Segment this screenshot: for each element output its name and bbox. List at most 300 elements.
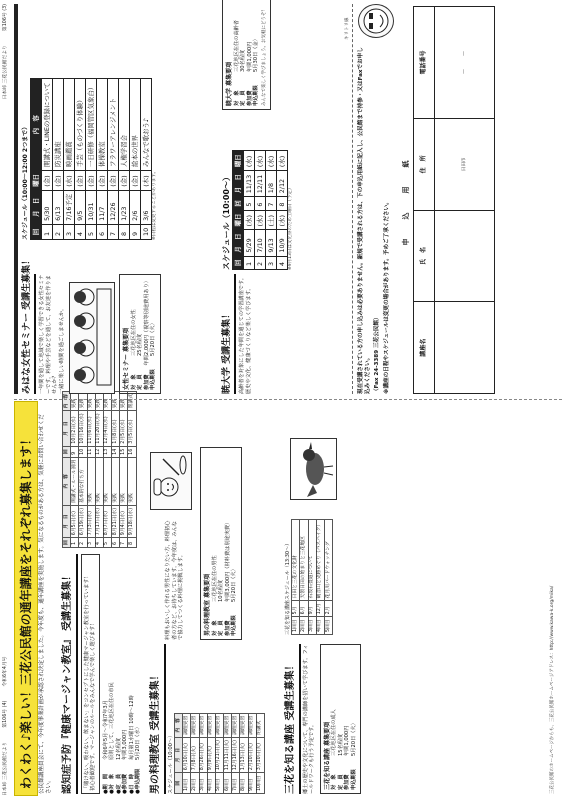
- josei-table-row-cell: 開講式・LINEの登録について: [41, 79, 52, 170]
- sanka-section: [285, 644, 361, 794]
- ninchi-table-row-cell: 9: [71, 446, 79, 457]
- ninchi-info-row: ●参加費 年間3,000円: [122, 729, 128, 794]
- josei-table-row-cell: 映画鑑賞: [63, 79, 74, 170]
- ninchi-table-row-cell: 実践: [120, 391, 128, 410]
- gyo-schedule-table: [232, 150, 288, 270]
- josei-title: みはな女性セミナー 受講生募集！: [22, 274, 36, 394]
- ryori-table-row-cell: 9回目: [248, 773, 256, 794]
- sanka-table-row-cell: 2回目: [300, 617, 308, 635]
- josei-table-row-cell: (水): [63, 170, 74, 190]
- ninchi-catch-box: [81, 554, 100, 794]
- ryori-recruit-box: [200, 447, 242, 640]
- ryori-table-row-cell: 10回目: [256, 773, 264, 794]
- josei-table-row-cell: 防災講座: [52, 79, 63, 170]
- ninchi-table-row-cell: 10月2日(水): [71, 411, 79, 446]
- ninchi-table-row-cell: 8月7日(水): [103, 505, 111, 537]
- form-col-name: 氏 名: [413, 210, 434, 302]
- gyo-table-row-cell: 5: [244, 197, 255, 210]
- banner: [14, 401, 38, 796]
- ryori-recruit-title: 男の料理教室 募集要項: [204, 573, 211, 636]
- gyo-table-row-cell: 7: [266, 197, 277, 210]
- page-fold-divider: [14, 399, 562, 400]
- josei-table-row-cell: 10: [140, 224, 151, 239]
- josei-table-row-cell: 3/6: [140, 190, 151, 224]
- sanka-recruit-row: 定 員 15名程度: [337, 733, 344, 790]
- gyo-table-row-cell: (水): [277, 210, 288, 230]
- ryori-table-body: [183, 713, 265, 793]
- ninchi-table-row-cell: 1: [71, 538, 79, 548]
- form-address-hint: 日田市: [462, 157, 468, 172]
- ninchi-table-row-cell: 7月3日(水): [87, 505, 95, 537]
- ninchi-table-row-cell: 閉講式: [128, 391, 136, 410]
- ninchi-table-row-cell: 9月18日(水): [128, 505, 136, 537]
- ninchi-info-row: ●対 象 原則として、三花地区在住の市民: [109, 682, 115, 794]
- ryori-table-row-cell: 10月21日(火): [215, 737, 223, 772]
- gyo-table-row: [266, 151, 277, 270]
- form-notice: 現在受講されている方の申し込みは必要ありません。新規で受講される方は、下の申込用紙に記入し、公民館まで持参・又はFaxでお申し込みください。: [358, 47, 371, 394]
- josei-table-row-cell: 1: [41, 224, 52, 239]
- ninchi-table-row-cell: 実践: [79, 391, 87, 410]
- sanka-table-row-cell: 1回目: [292, 617, 300, 635]
- sanka-table-row: [316, 519, 324, 634]
- banner-title: わくわく♪楽しい！三花公民館の通年講座をそれぞれ募集します！: [18, 433, 33, 789]
- josei-section: [22, 255, 161, 394]
- josei-table-row-cell: 5: [85, 224, 96, 239]
- josei-table-row: [63, 79, 74, 240]
- ryori-recruit-row: 申込期限 5月20日（火）: [231, 566, 237, 636]
- ryori-table-row-cell: 調理実習: [248, 713, 256, 737]
- ryori-schedule-table: [174, 713, 265, 794]
- gyo-table-body: [244, 151, 288, 270]
- gyo-table-row: [244, 151, 255, 270]
- ninchi-table-row-cell: 15: [120, 446, 128, 457]
- ryori-table-row-cell: 調理実習: [224, 713, 232, 737]
- ninchi-catch: 「賭けない、吸わない、飲まない」をコンセプトにした健康マージャン教室を行っています！: [83, 573, 90, 791]
- ninchi-table-row-cell: 開講式・ルール説明: [71, 457, 79, 505]
- form-title: 申 込 用 紙: [402, 154, 410, 246]
- josei-intro: 一年間を通して地域で楽しく学習できる女性セミナーです。料理や手芸などを通して、お友達を作りませんか？: [39, 274, 59, 394]
- gyo-recruit-row: 申込期限 5月30日（金）: [253, 36, 259, 106]
- josei-recruit-row: 参加費 年間2,000円（視察等別途費用あり）: [143, 278, 150, 390]
- ninchi-table-row-cell: 2: [79, 538, 87, 548]
- sanka-title: 三花を知る講座 受講生募集！: [285, 644, 301, 794]
- josei-recruit-title: 女性セミナー 募集要項: [123, 327, 131, 390]
- sanka-table-row-cell: 日田と三花の文化財: [292, 519, 300, 601]
- josei-table-row-cell: (金): [96, 170, 107, 190]
- ninchi-table-row-cell: 7: [120, 538, 128, 548]
- josei-table-row-cell: 3: [63, 224, 74, 239]
- sanka-table-row-cell: 花月川バードウォッチング: [324, 519, 332, 601]
- ryori-table-row-cell: 調理実習: [240, 713, 248, 737]
- ryori-table-row-cell: 7回目: [232, 773, 240, 794]
- gyo-recruit-box: [222, 0, 271, 110]
- ryori-recruit-row: 参加費 年間3,000円（材料費は別途実費）: [224, 519, 231, 636]
- gyo-table-row-cell: (水): [244, 210, 255, 230]
- ryori-table-row-cell: 1月13日(火): [240, 737, 248, 772]
- right-top-rule: [14, 4, 18, 394]
- ninchi-table-row-cell: 7月17日(水): [95, 505, 103, 537]
- ninchi-table-row-cell: 実践: [87, 391, 95, 410]
- chef-icon: [151, 453, 191, 509]
- ninchi-table-row-cell: 10: [79, 446, 87, 457]
- sanka-table-row-cell: 5回目: [324, 617, 332, 635]
- form-col-course: 講座名: [413, 302, 434, 394]
- josei-table-row-cell: 体操教室: [96, 79, 107, 170]
- josei-schedule-label: スケジュール（10:00〜12:00 2つまで）: [22, 123, 29, 240]
- form-fax: （Fax 24-3389 三花公民館）: [374, 314, 380, 394]
- cut-line: [352, 4, 353, 394]
- gyo-schedule-label: スケジュール（10:00〜）: [222, 173, 231, 270]
- ryori-table-row-cell: 3月10日(火): [256, 737, 264, 772]
- ninchi-table-row-cell: 3: [87, 538, 95, 548]
- form-col-address: 住 所: [413, 119, 434, 211]
- ryori-recruit-row: 対 象 三花地区在住の男性: [211, 555, 218, 636]
- ninchi-table-row-cell: 8: [128, 538, 136, 548]
- sanka-homepage: 三花公民館のホームページからも、三花公民館ホームページアドレス：http://www.kawa-k.org/mika/: [550, 585, 555, 794]
- josei-table-row-cell: (金): [52, 170, 63, 190]
- ninchi-info-row: ●日 時 毎月第1水曜日 10時〜12時: [128, 695, 135, 794]
- gyo-intro: 高齢者を対象にした年間を通じての学習講座です。歴史や文化、健康づくりなど楽しく学びます。: [239, 275, 252, 394]
- sanka-schedule-table: [291, 519, 333, 635]
- gyo-table-row-cell: 12/11: [255, 171, 266, 197]
- ryori-recruit-row: 定 員 10名程度: [218, 579, 224, 636]
- header-left-contact: 令和6年4月号: [3, 656, 8, 687]
- ninchi-table-row-cell: 12: [95, 446, 103, 457]
- josei-table-row: [41, 79, 52, 240]
- gyo-table-row-cell: (水): [244, 151, 255, 171]
- ninchi-table-row-cell: 8月21日(水): [112, 505, 120, 537]
- ryori-table-row-cell: 2月10日(火): [248, 737, 256, 772]
- josei-table-row: [118, 79, 129, 240]
- gyo-table-row-cell: 2: [255, 256, 266, 269]
- josei-table-row: [52, 79, 63, 240]
- gyo-table-row-cell: 6: [255, 197, 266, 210]
- form-table: [413, 6, 495, 394]
- ryori-table-row-cell: 8回目: [240, 773, 248, 794]
- ninchi-table-row-cell: 実践: [128, 457, 136, 505]
- sanka-table-row-cell: 5月: [292, 601, 300, 617]
- ryori-table-row-cell: 調理実習: [207, 713, 215, 737]
- ninchi-table-row-cell: 2月5日(水): [120, 411, 128, 446]
- ryori-table-row: [240, 713, 248, 793]
- ninchi-table-row: [95, 391, 103, 547]
- sanka-recruit-row: 申込期限 5月20日（火）: [350, 720, 357, 790]
- form-header-row: [413, 7, 434, 394]
- ninchi-table-row: [112, 391, 120, 547]
- ninchi-table-row: [103, 391, 111, 547]
- form-name-field[interactable]: [434, 210, 494, 302]
- header-left-issue: 第106号 (4): [3, 700, 8, 728]
- mascot-face-icon: [358, 4, 394, 38]
- josei-table-row: [140, 79, 151, 240]
- ryori-table-row-cell: 調理実習: [191, 713, 199, 737]
- gyo-schedule-wrap: [222, 120, 294, 270]
- josei-table-row: [74, 79, 85, 240]
- ryori-table-row-cell: 9月9日(火): [207, 737, 215, 772]
- bird-icon: [291, 439, 336, 499]
- lead-text: 公民館講座員会にて、今年度事業計画が承認され決定しました。今年度も、通年講座を実施します。気になるものがある方は、気軽にお問い合わせください。: [39, 414, 52, 794]
- josei-table-row-cell: 2: [52, 224, 63, 239]
- gyo-table-row-cell: 8: [277, 197, 288, 210]
- gyo-table-row-cell: 1: [244, 256, 255, 269]
- sanka-table-row-cell: 4回目: [316, 617, 324, 635]
- ryori-table-row: [191, 713, 199, 793]
- gyo-note: ※9月13日は文化祭のため土曜日（予定）: [288, 185, 293, 270]
- ninchi-table-row-cell: 実践: [95, 391, 103, 410]
- josei-table-row: [129, 79, 140, 240]
- ninchi-table-row-cell: 5: [103, 538, 111, 548]
- ninchi-table-row-cell: 6月19日(水): [79, 505, 87, 537]
- sanka-recruit-title: 三花を知る講座 募集要項: [323, 721, 331, 790]
- women-illustration-icon: [69, 282, 115, 394]
- josei-table-row-cell: 絵本の世界: [129, 79, 140, 170]
- josei-table-row: [107, 79, 118, 240]
- josei-table-row-cell: 10/31: [85, 190, 96, 224]
- ninchi-table-row: [128, 391, 136, 547]
- ryori-table-row: [183, 713, 191, 793]
- gyo-table-row-cell: 11/13: [244, 171, 255, 197]
- header-right-issue: 第106号 (3): [3, 4, 8, 32]
- sanka-table-row-cell: 観音山と史跡めぐり（バスハイク）: [316, 519, 324, 601]
- josei-table-row-cell: 12/26: [107, 190, 118, 224]
- form-col-phone: 電話番号: [413, 7, 434, 119]
- josei-table-row-cell: (木): [140, 170, 151, 190]
- josei-table-row-cell: 4: [74, 224, 85, 239]
- gyo-title: 暁大学 受講生募集！: [222, 274, 236, 394]
- ninchi-info-row: ●申込期限 5月20日（水）: [135, 724, 141, 794]
- ninchi-table-row-cell: 実践: [112, 391, 120, 410]
- gyo-recruit-row: 定 員 30名程度: [240, 49, 246, 106]
- gyo-table-row-cell: 3: [266, 256, 277, 269]
- ninchi-table-row-cell: 6: [112, 538, 120, 548]
- ryori-table-row: [207, 713, 215, 793]
- ryori-table-row-cell: 7月8日(火): [191, 737, 199, 772]
- ninchi-table-body: [71, 391, 136, 547]
- ryori-title: 男の料理教室 受講生募集！: [150, 644, 166, 794]
- ryori-table-row-cell: 調理実習: [183, 713, 191, 737]
- ryori-table-row-cell: 11月11日(火): [224, 737, 232, 772]
- gyo-table-row: [255, 151, 266, 270]
- sanka-schedule-wrap: [285, 510, 333, 635]
- women-group-icon: [70, 283, 114, 393]
- ninchi-table-row-cell: 1月8日(水): [112, 411, 120, 446]
- ninchi-table-row-cell: 14: [112, 446, 120, 457]
- josei-table-row-cell: 2/6: [129, 190, 140, 224]
- sanka-table-row-cell: 石坂石畳道について: [308, 519, 316, 601]
- sanka-table-row-cell: 天領日田の始まりと三花地区: [300, 519, 308, 601]
- ninchi-table-row-cell: 実践: [71, 391, 79, 410]
- josei-table-row-cell: (金): [41, 170, 52, 190]
- chef-illustration-icon: [150, 452, 192, 510]
- smiley-icon: [359, 5, 393, 37]
- gyo-table-row-cell: 5/29: [244, 230, 255, 256]
- ninchi-schedule-table: [62, 391, 137, 548]
- sanka-table-row-cell: 6月: [300, 601, 308, 617]
- josei-table-row-cell: 7: [107, 224, 118, 239]
- ryori-table-row-cell: 1回目: [183, 773, 191, 794]
- bird-illustration-icon: [290, 438, 337, 500]
- sanka-recruit-row: 対 象 三花地区在住の成人: [331, 709, 337, 790]
- form-phone-field[interactable]: [434, 7, 494, 119]
- josei-table-row-cell: 9/5: [74, 190, 85, 224]
- gyo-section: [222, 274, 252, 394]
- cut-label: キリトリ線: [345, 17, 350, 40]
- ninchi-table-row-cell: 13: [103, 446, 111, 457]
- ninchi-info-row: ●期 間 令和6年5月〜令和7年3月: [102, 700, 109, 794]
- josei-table-row-cell: 5/30: [41, 190, 52, 224]
- gyo-table-row-cell: (水): [255, 151, 266, 171]
- josei-table-row-cell: フラワーアレンジメント: [107, 79, 118, 170]
- ninchi-table-row-cell: 実践: [103, 457, 111, 505]
- ryori-table-row-cell: 閉講式: [256, 713, 264, 737]
- ryori-table-row: [224, 713, 232, 793]
- ryori-table-row-cell: 調理実習: [215, 713, 223, 737]
- josei-table-row-cell: 8: [118, 224, 129, 239]
- josei-note: ※日程は変更することがあります。: [151, 169, 157, 240]
- ryori-table-header: 回 月 日 内 容: [175, 713, 183, 793]
- ninchi-table-row-cell: 実践: [103, 391, 111, 410]
- form-note: ※講座の日程やスケジュールは変更の場合があります。予めご了承ください。: [384, 199, 390, 394]
- josei-recruit-row: 定 員 25名程度: [137, 333, 144, 390]
- josei-recruit-row: 申込期限 5月20日（火）: [150, 320, 157, 390]
- ryori-table-row-cell: 調理実習: [199, 713, 207, 737]
- josei-table-row-cell: (金): [74, 170, 85, 190]
- josei-table-row: [85, 79, 96, 240]
- sanka-table-body: [292, 519, 333, 634]
- ryori-table-row-cell: 8月26日(火): [199, 737, 207, 772]
- josei-table-row: [96, 79, 107, 240]
- ryori-section: [150, 644, 265, 794]
- ninchi-info-row: ●定 員 12名程度: [115, 737, 122, 794]
- ryori-table-row-cell: 調理実習: [232, 713, 240, 737]
- ninchi-table-row: [120, 391, 128, 547]
- form-phone-placeholder: － －: [460, 50, 468, 75]
- gyo-table-row-cell: 4: [277, 256, 288, 269]
- ninchi-table-row: [71, 391, 79, 547]
- josei-table-row-cell: 人権学習会: [118, 79, 129, 170]
- josei-table-row-cell: (金): [129, 170, 140, 190]
- gyo-table-row-cell: (水): [266, 151, 277, 171]
- sanka-table-row: [324, 519, 332, 634]
- sanka-intro: 郷土の歴史や文化について、専門の講師を招いて学びます。フィールドワークも行う予定です。: [302, 644, 315, 794]
- ninchi-table-row-cell: 11月20日(水): [95, 411, 103, 446]
- ryori-table-row-cell: 2回目: [191, 773, 199, 794]
- ryori-table-row-cell: 6月10日(火): [183, 737, 191, 772]
- ninchi-table-row-cell: 12月4日(水): [103, 411, 111, 446]
- header-left-title: 日本峠 三花公民館だより: [3, 741, 8, 796]
- josei-recruit-row: 対 象 三花地区在住の女性: [130, 309, 137, 390]
- sanka-table-row-cell: 2月: [324, 601, 332, 617]
- ninchi-table-row: [87, 391, 95, 547]
- ninchi-title: 認知症予防『健康マージャン教室』 受講生募集！: [62, 554, 78, 794]
- ryori-table-row-cell: 4回目: [207, 773, 215, 794]
- form-course-field[interactable]: [434, 302, 494, 394]
- gyo-table-row-cell: 10/9: [277, 230, 288, 256]
- josei-table-row-cell: 6/13: [52, 190, 63, 224]
- ryori-table-row-cell: 5回目: [215, 773, 223, 794]
- josei-table-header: 回 月 日 曜日 内 容: [30, 79, 41, 240]
- ninchi-table-row-cell: 4: [95, 538, 103, 548]
- ryori-table-row: [215, 713, 223, 793]
- gyo-table-header: 回 月 日 曜日 回 月 日 曜日: [233, 151, 244, 270]
- gyo-recruit-title: 暁大学 募集要項: [226, 61, 233, 106]
- ninchi-table-wrap: [62, 393, 137, 548]
- josei-schedule-wrap: [22, 8, 157, 240]
- header-strip: [3, 4, 13, 796]
- sanka-table-row: [292, 519, 300, 634]
- ryori-table-row: [199, 713, 207, 793]
- gyo-recruit-row: 対 象 三花地区在住の高齢者: [233, 20, 240, 106]
- ninchi-table-row: [79, 391, 87, 547]
- sanka-table-row: [300, 519, 308, 634]
- sanka-recruit-box: [320, 644, 362, 794]
- gyo-table-row: [277, 151, 288, 270]
- ninchi-table-row-cell: 実践: [87, 457, 95, 505]
- ninchi-table-row-cell: 10月16日(水): [79, 411, 87, 446]
- ryori-table-row: [248, 713, 256, 793]
- ninchi-table-row-cell: 実践: [112, 457, 120, 505]
- josei-schedule-table: [30, 79, 152, 241]
- josei-table-body: [41, 79, 151, 240]
- gyo-table-row-cell: 2/12: [277, 171, 288, 197]
- ninchi-table-header: 回 月 日 内 容 回 月 日 内 容: [63, 391, 71, 547]
- josei-table-row-cell: 9: [129, 224, 140, 239]
- sanka-schedule-label: 三花を知る講座スケジュール（13:30〜）: [285, 540, 291, 635]
- josei-table-row-cell: 手芸（ものづくり体験）: [74, 79, 85, 170]
- gyo-table-row-cell: 9/13: [266, 230, 277, 256]
- sanka-table-row-cell: 3回目: [308, 617, 316, 635]
- application-form: [402, 6, 495, 394]
- ryori-table-row-cell: 12月16日(火): [232, 737, 240, 772]
- ninchi-table-row-cell: 9月4日(水): [120, 505, 128, 537]
- josei-table-row-cell: 一日研修（福岡管区気象台）: [85, 79, 96, 170]
- josei-table-row-cell: 7/16予定: [63, 190, 74, 224]
- ninchi-table-row-cell: 11月6日(水): [87, 411, 95, 446]
- gyo-table-row-cell: 1/8: [266, 171, 277, 197]
- sanka-recruit-row: 参加費 年間1,000円: [344, 725, 350, 790]
- ninchi-section: [62, 554, 142, 794]
- ninchi-table-row-cell: 実践: [95, 457, 103, 505]
- gyo-table-row-cell: (水): [277, 151, 288, 171]
- ninchi-table-row-cell: 実践: [120, 457, 128, 505]
- ryori-schedule-label: スケジュール（10:00〜）: [167, 732, 174, 794]
- josei-table-row-cell: (金): [85, 170, 96, 190]
- ninchi-catch2: 初心者歓迎です。マージャンのルールをみんなで学んで楽しく遊びます！: [90, 620, 96, 791]
- ninchi-table-row-cell: 16: [128, 446, 136, 457]
- ryori-table-row: [232, 713, 240, 793]
- josei-table-row-cell: 11/7: [96, 190, 107, 224]
- josei-intro2: 一緒に楽しい時間を過ごしませんか。: [58, 305, 65, 394]
- josei-table-row-cell: みんなで歌おう♪: [140, 79, 151, 170]
- josei-recruit-box: [119, 274, 161, 394]
- ninchi-table-row-cell: 3月5日(水): [128, 411, 136, 446]
- ninchi-info: [103, 554, 142, 794]
- header-right-title: 日本峠 三花公民館だより: [3, 45, 8, 100]
- sanka-table-row-cell: 9月: [308, 601, 316, 617]
- ninchi-table-row-cell: 11: [87, 446, 95, 457]
- gyo-table-row-cell: (土): [266, 210, 277, 230]
- form-address-field[interactable]: [434, 119, 494, 211]
- ninchi-table-row-cell: 6月5日(水): [71, 505, 79, 537]
- ninchi-table-row-cell: 基本的な打ち方: [79, 457, 87, 505]
- ryori-table-row-cell: 6回目: [224, 773, 232, 794]
- sanka-table-row: [308, 519, 316, 634]
- josei-table-row-cell: (金): [118, 170, 129, 190]
- gyo-recruit-row: 参加費 年間1,000円: [246, 41, 253, 106]
- ryori-intro: 料理もおいしく作れる男性になりたい方、料理初心者の方など、お待ちしています。今年度は、みんなで協力してつくる料理に挑戦します。: [165, 520, 184, 640]
- ryori-table-row-cell: 3回目: [199, 773, 207, 794]
- josei-table-row-cell: 6: [96, 224, 107, 239]
